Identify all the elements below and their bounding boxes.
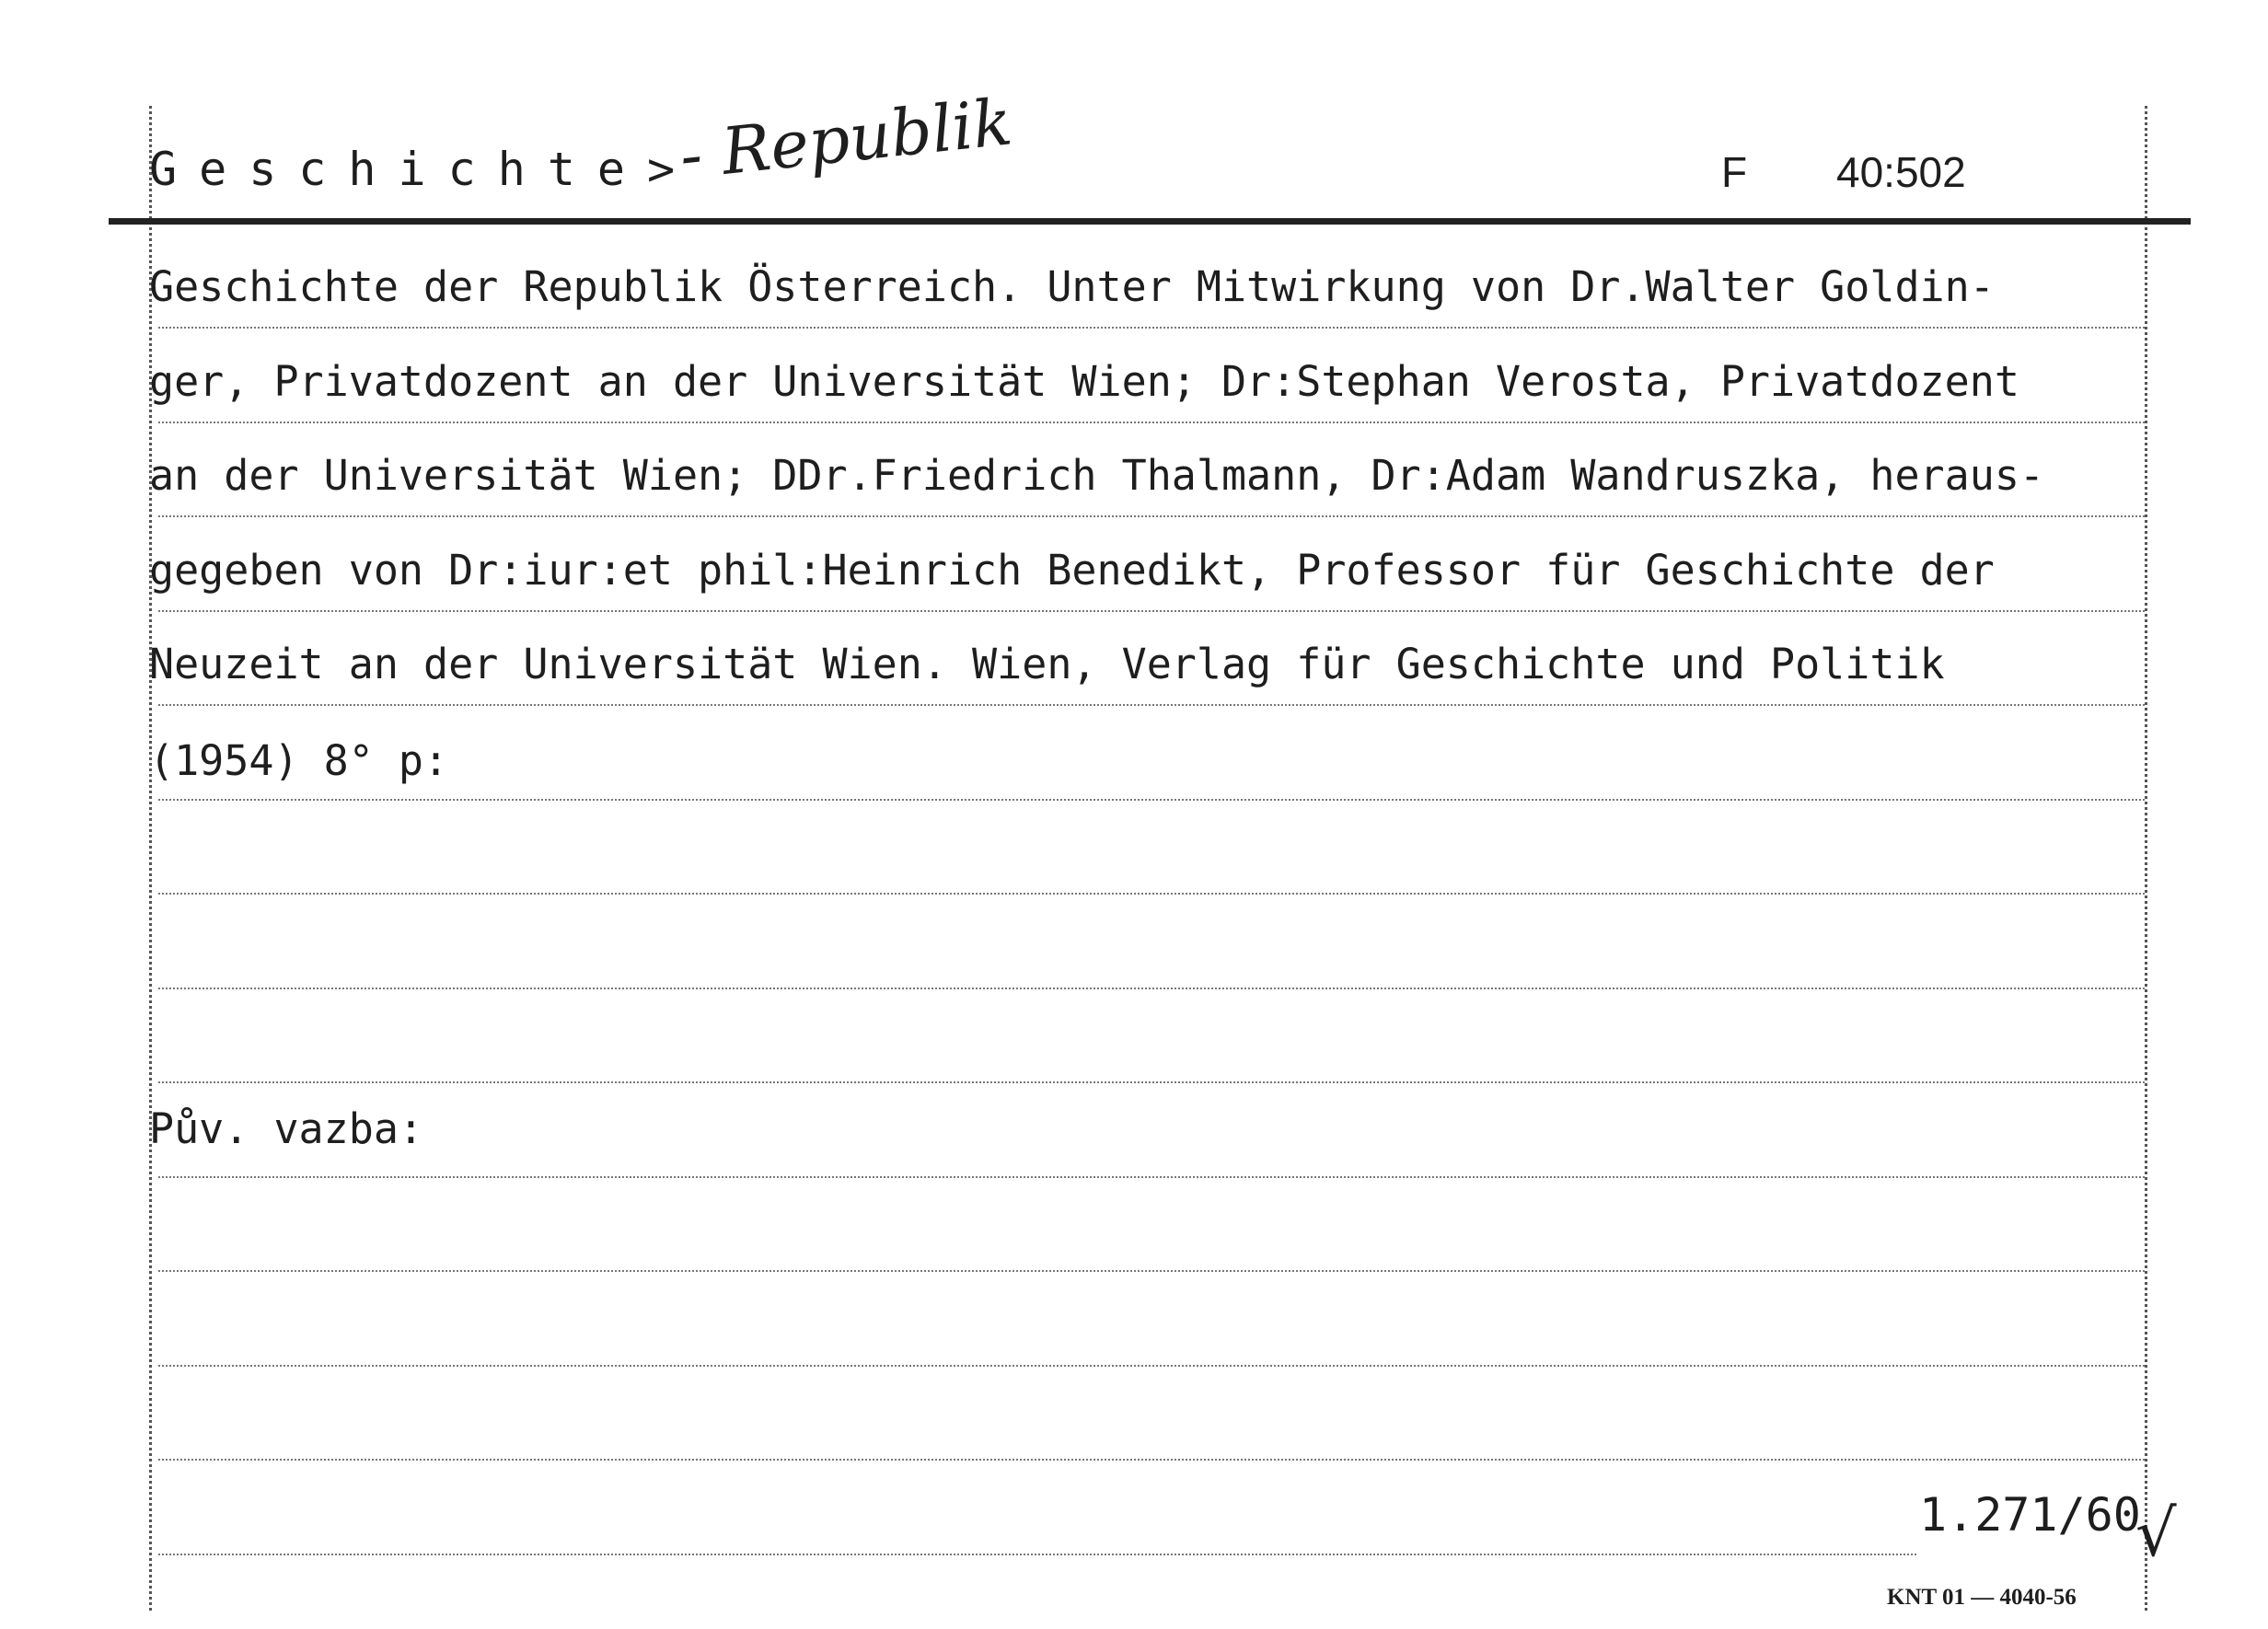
ruled-line — [158, 893, 2145, 895]
call-number: 40:502 — [1836, 148, 1966, 196]
entry-line-4: gegeben von Dr:iur:et phil:Heinrich Benedikt, Professor für Geschichte der — [149, 546, 1995, 595]
subject-heading-text: Geschichte — [149, 143, 648, 196]
ruled-line — [158, 327, 2145, 329]
ruled-line — [158, 1554, 1916, 1555]
ruled-line — [158, 610, 2145, 612]
check-mark-icon: √ — [2135, 1496, 2177, 1571]
header-rule — [109, 218, 2191, 225]
ruled-line — [158, 1459, 2145, 1461]
form-number: KNT 01 — 4040-56 — [1887, 1585, 2077, 1610]
subject-heading — [149, 143, 675, 196]
entry-line-1: Geschichte der Republik Österreich. Unter Mitwirkung von Dr.Walter Goldin- — [149, 262, 1995, 311]
right-margin-line — [2145, 106, 2147, 1611]
handwritten-subheading: - Republik — [676, 84, 1016, 194]
ruled-line — [158, 1365, 2145, 1367]
ruled-line — [158, 988, 2145, 989]
left-margin-line — [149, 106, 152, 1611]
ruled-line — [158, 799, 2145, 801]
binding-label: Pův. vazba: — [149, 1104, 424, 1153]
accession-number: 1.271/60 — [1919, 1488, 2141, 1542]
entry-line-2: ger, Privatdozent an der Universität Wien; Dr:Stephan Verosta, Privatdozent — [149, 357, 2019, 406]
ruled-line — [158, 704, 2145, 706]
entry-line-6: (1954) 8° p: — [149, 736, 449, 785]
heading-marker: > — [647, 143, 676, 196]
entry-line-5: Neuzeit an der Universität Wien. Wien, Verlag für Geschichte und Politik — [149, 640, 1945, 688]
ruled-line — [158, 422, 2145, 423]
ruled-line — [158, 515, 2145, 517]
ruled-line — [158, 1176, 2145, 1178]
entry-line-3: an der Universität Wien; DDr.Friedrich Thalmann, Dr:Adam Wandruszka, heraus- — [149, 451, 2045, 500]
ruled-line — [158, 1270, 2145, 1272]
call-number-prefix: F — [1721, 148, 1748, 196]
ruled-line — [158, 1081, 2145, 1083]
